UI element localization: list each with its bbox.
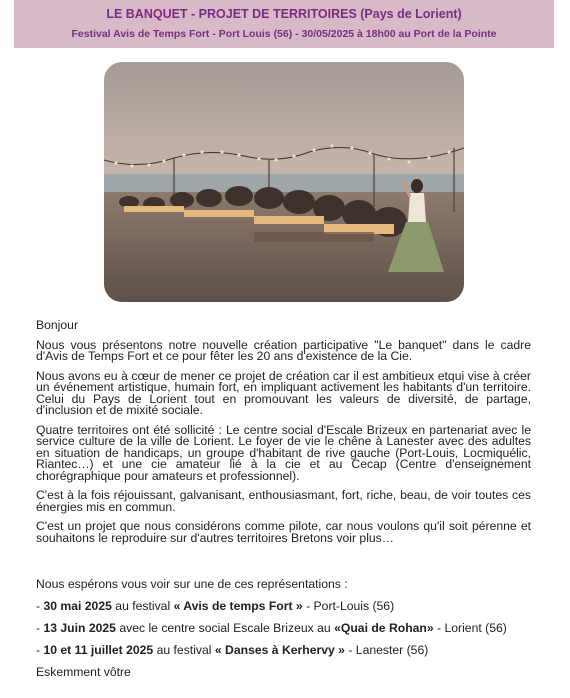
paragraph-pilot: C'est un projet que nous considérons comme pilote, car nous voulons qu'il soit pérenne et souhaitons le reproduire sur d'autres territoires Bretons voir plus… [36,519,531,545]
closing: Eskemment vôtre [36,665,131,679]
show-date: 10 et 11 juillet 2025 [43,643,154,657]
show-date: 13 Juin 2025 [43,621,116,635]
paragraph-energy: C'est à la fois réjouissant, galvanisant, enthousiasmant, fort, riche, beau, de voir toutes ces énergies mis en commun. [36,488,531,514]
show-venue: « Danses à Kerhervy » [214,643,345,657]
banquet-photo [104,62,464,302]
header-banner [14,0,554,48]
show-item: - 10 et 11 juillet 2025 au festival « Danses à Kerhervy » - Lanester (56) [36,643,429,657]
show-venue: « Avis de temps Fort » [173,599,303,613]
page-subtitle: Festival Avis de Temps Fort - Port Louis (56) - 30/05/2025 à 18h00 au Port de la Pointe [71,28,497,40]
paragraph-territories: Quatre territoires ont été sollicité : Le centre social d'Escale Brizeux en partenariat avec le service culture de la ville de Lorient. Le foyer de vie le chêne à Lanester avec des adultes en situation de handicaps, un groupe d'habitant de rive gauche (Port-Louis, Locmiquélic, Riantec…) et une cie amateur lié à la cie et au Cecap (Centre d'enseignement chorégraphique pour amateurs et professionnel). [36,422,531,483]
letter-body [36,320,531,688]
show-date: 30 mai 2025 [43,599,112,613]
show-item: - 13 Juin 2025 avec le centre social Escale Brizeux au «Quai de Rohan» - Lorient (56) [36,621,507,635]
greeting: Bonjour [36,318,79,332]
show-venue: «Quai de Rohan» [334,621,434,635]
paragraph-intro: Nous vous présentons notre nouvelle création participative "Le banquet" dans le cadre d'Avis de Temps Fort et ce pour fêter les 20 ans d'existence de la Cie. [36,337,531,363]
banquet-photo-image [104,62,464,302]
page-title: LE BANQUET - PROJET DE TERRITOIRES (Pays de Lorient) [106,7,462,21]
show-item: - 30 mai 2025 au festival « Avis de temps Fort » - Port-Louis (56) [36,599,395,613]
paragraph-hope: Nous espérons vous voir sur une de ces représentations : [36,577,348,591]
paragraph-project: Nous avons eu à cœur de mener ce projet de création car il est ambitieux etqui vise à créer un événement artistique, humain fort, en impliquant activement les habitants d'un territoire. Celui du Pays de Lorient tout en promouvant les valeurs de diversité, de partage, d'inclusion et de mixité sociale. [36,368,531,417]
